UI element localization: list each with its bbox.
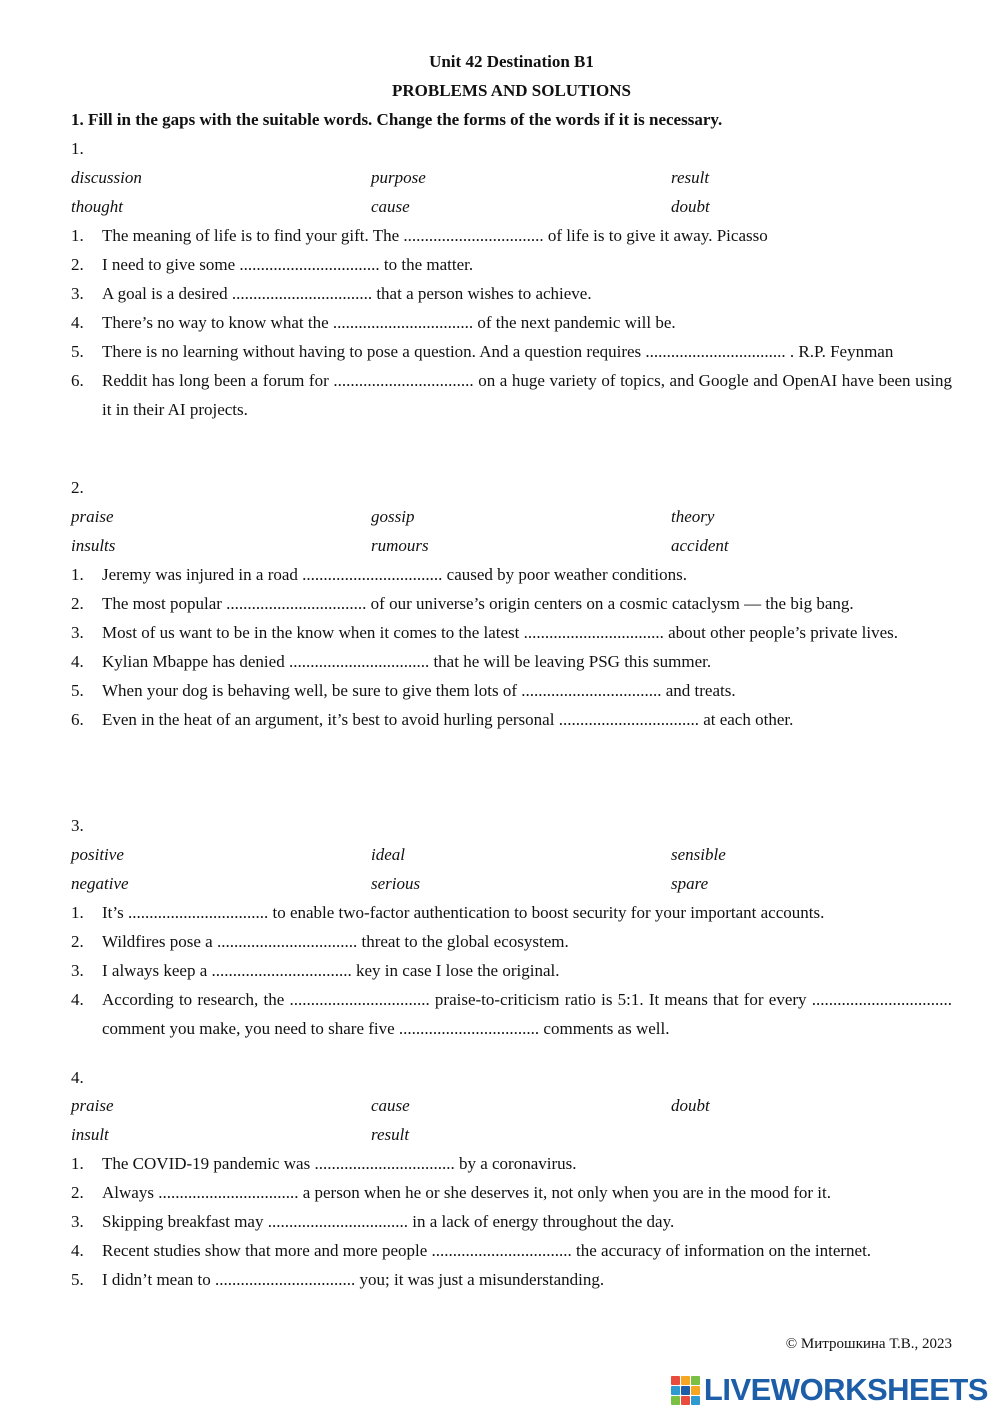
item-text: Reddit has long been a forum for ................................. on a huge variety of topics, and Google and OpenAI have been using it in their AI projects. (102, 371, 952, 419)
item-text: Wildfires pose a ................................. threat to the global ecosystem. (102, 932, 569, 951)
item-text: It’s ................................. to enable two-factor authentication to boost security for your important accounts. (102, 903, 825, 922)
logo-square (671, 1386, 680, 1395)
exercise-item (71, 985, 952, 1043)
logo-square (681, 1376, 690, 1385)
exercise-item (71, 560, 952, 589)
item-text: Always ................................. a person when he or she deserves it, not only when you are in the mood for it. (102, 1183, 831, 1202)
item-text: Even in the heat of an argument, it’s best to avoid hurling personal ................................. at each other. (102, 710, 794, 729)
item-text: Most of us want to be in the know when it comes to the latest ................................. about other people’s private lives. (102, 623, 899, 642)
word-bank-item: result (671, 168, 710, 187)
word-bank-item: thought (71, 197, 123, 216)
exercise-list (71, 560, 952, 734)
item-number: 2. (71, 932, 84, 951)
logo-grid-icon (671, 1376, 700, 1405)
exercise-item (71, 898, 952, 927)
item-number: 2. (71, 594, 84, 613)
word-bank-row (71, 840, 952, 869)
item-number: 1. (71, 903, 84, 922)
exercise-item (71, 1236, 952, 1265)
item-number: 3. (71, 284, 84, 303)
item-text: There’s no way to know what the ................................. of the next pandemic will be. (102, 313, 676, 332)
word-bank-item: purpose (371, 168, 426, 187)
exercise-item (71, 1265, 952, 1294)
word-bank-item: rumours (371, 536, 429, 555)
exercise-item (71, 366, 952, 424)
item-number: 4. (71, 1241, 84, 1260)
exercise-item (71, 1207, 952, 1236)
word-bank-item: spare (671, 874, 709, 893)
item-number: 3. (71, 623, 84, 642)
word-bank-item: result (371, 1125, 410, 1144)
exercise-item (71, 337, 952, 366)
word-bank-row (71, 192, 952, 221)
item-number: 4. (71, 652, 84, 671)
exercise-item (71, 705, 952, 734)
exercise-item (71, 279, 952, 308)
exercise-list (71, 898, 952, 1043)
word-bank-row (71, 1091, 952, 1120)
section-number: 2. (71, 478, 84, 497)
word-bank-row (71, 163, 952, 192)
section-number: 4. (71, 1068, 84, 1087)
page-title: Unit 42 Destination B1 (429, 52, 594, 71)
exercise-list (71, 221, 952, 424)
exercise-item (71, 221, 952, 250)
word-bank-item: positive (71, 845, 124, 864)
logo-square (691, 1396, 700, 1405)
item-text: A goal is a desired ................................. that a person wishes to achieve. (102, 284, 592, 303)
section-number: 1. (71, 139, 84, 158)
logo-square (681, 1386, 690, 1395)
word-bank-item: insult (71, 1125, 109, 1144)
page-subtitle: PROBLEMS AND SOLUTIONS (392, 81, 631, 100)
item-number: 6. (71, 710, 84, 729)
item-text: The meaning of life is to find your gift. The ................................. of life is to give it away. Picasso (102, 226, 768, 245)
word-bank-item: discussion (71, 168, 142, 187)
word-bank-item: ideal (371, 845, 405, 864)
item-text: When your dog is behaving well, be sure to give them lots of ................................. and treats. (102, 681, 736, 700)
word-bank-item: doubt (671, 1096, 710, 1115)
item-number: 5. (71, 681, 84, 700)
item-number: 1. (71, 1154, 84, 1173)
exercise-item (71, 927, 952, 956)
item-text: The COVID-19 pandemic was ................................. by a coronavirus. (102, 1154, 577, 1173)
word-bank-row (71, 531, 952, 560)
item-text: Kylian Mbappe has denied ................................. that he will be leaving PSG this summer. (102, 652, 712, 671)
item-number: 4. (71, 313, 84, 332)
exercise-item (71, 676, 952, 705)
exercise-item (71, 956, 952, 985)
liveworksheets-logo[interactable] (671, 1373, 988, 1407)
item-text: Jeremy was injured in a road ................................. caused by poor weather conditions. (102, 565, 687, 584)
logo-text: LIVEWORKSHEETS (703, 1372, 988, 1407)
exercise-instruction: 1. Fill in the gaps with the suitable words. Change the forms of the words if it is necessary. (71, 110, 723, 129)
logo-square (691, 1386, 700, 1395)
word-bank-item: cause (371, 197, 410, 216)
exercise-item (71, 308, 952, 337)
word-bank-item: negative (71, 874, 129, 893)
word-bank-row (71, 869, 952, 898)
item-text: Skipping breakfast may ................................. in a lack of energy throughout the day. (102, 1212, 675, 1231)
exercise-item (71, 589, 952, 618)
word-bank-item: insults (71, 536, 116, 555)
item-number: 2. (71, 255, 84, 274)
exercise-item (71, 618, 952, 647)
exercise-item (71, 1178, 952, 1207)
section-number: 3. (71, 816, 84, 835)
word-bank-item: sensible (671, 845, 726, 864)
item-text: I didn’t mean to ................................. you; it was just a misunderstanding. (102, 1270, 605, 1289)
item-number: 4. (71, 990, 84, 1009)
item-text: Recent studies show that more and more people ................................. the accuracy of information on the internet. (102, 1241, 872, 1260)
logo-square (671, 1376, 680, 1385)
item-text: I need to give some ................................. to the matter. (102, 255, 474, 274)
exercise-item (71, 647, 952, 676)
word-bank-item: accident (671, 536, 729, 555)
word-bank-row (71, 1120, 952, 1149)
logo-square (691, 1376, 700, 1385)
item-text: I always keep a ................................. key in case I lose the original. (102, 961, 560, 980)
item-number: 6. (71, 371, 84, 390)
word-bank-item: praise (71, 507, 114, 526)
item-text: The most popular ................................. of our universe’s origin centers on a cosmic cataclysm — the big bang. (102, 594, 854, 613)
word-bank-item: praise (71, 1096, 114, 1115)
item-number: 3. (71, 961, 84, 980)
exercise-item (71, 250, 952, 279)
word-bank-item: serious (371, 874, 421, 893)
copyright-notice: © Митрошкина Т.В., 2023 (785, 1336, 952, 1352)
item-number: 5. (71, 342, 84, 361)
item-text: There is no learning without having to pose a question. And a question requires ................................. . R.P. Feynman (102, 342, 894, 361)
exercise-item (71, 1149, 952, 1178)
item-number: 1. (71, 226, 84, 245)
logo-square (681, 1396, 690, 1405)
word-bank-item: doubt (671, 197, 710, 216)
item-number: 5. (71, 1270, 84, 1289)
item-number: 3. (71, 1212, 84, 1231)
item-number: 1. (71, 565, 84, 584)
word-bank-row (71, 502, 952, 531)
item-text: According to research, the ................................. praise-to-criticism ratio is 5:1. It means that for every ................................. comment you make, you need to share five ................................. comments as well. (102, 990, 952, 1038)
exercise-list (71, 1149, 952, 1294)
item-number: 2. (71, 1183, 84, 1202)
logo-square (671, 1396, 680, 1405)
word-bank-item: gossip (371, 507, 415, 526)
word-bank-item: theory (671, 507, 715, 526)
word-bank-item: cause (371, 1096, 410, 1115)
